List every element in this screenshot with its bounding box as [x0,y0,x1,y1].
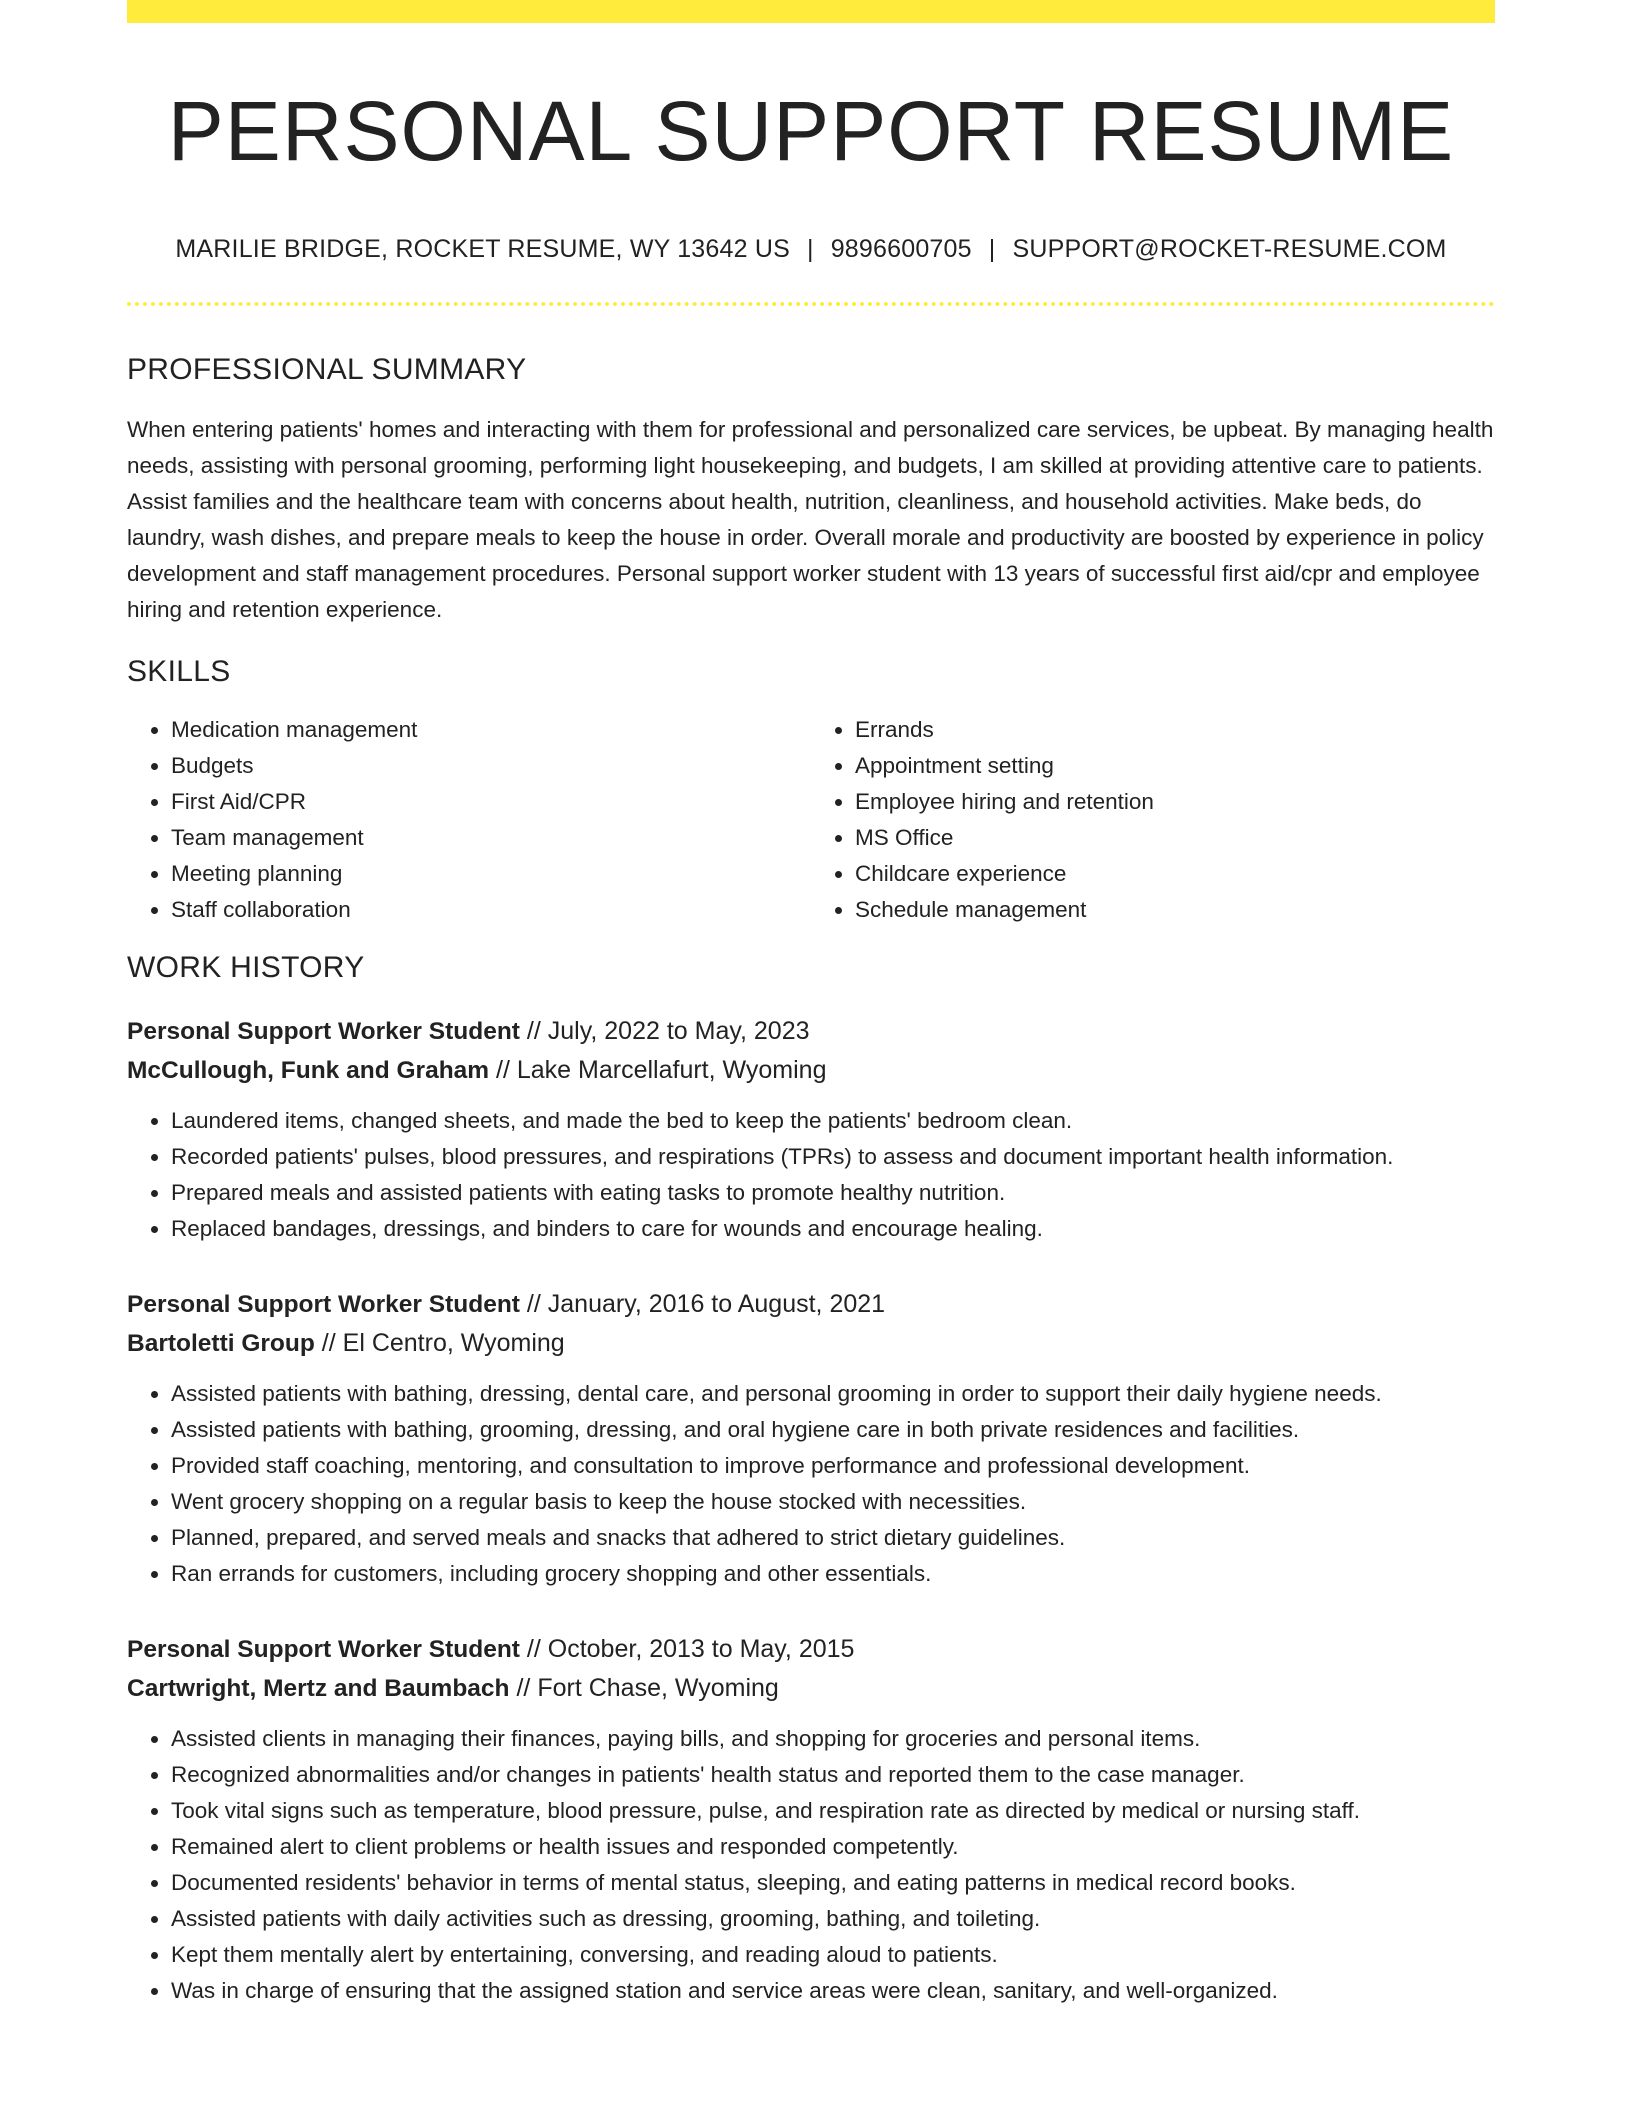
job-bullet: • Assisted clients in managing their finances, paying bills, and shopping for groceries and personal items. [171,1721,1495,1757]
job-company: Bartoletti Group [127,1330,315,1358]
skill-item: • Employee hiring and retention [855,784,1495,820]
job-location: El Centro, Wyoming [342,1329,565,1358]
resume-page [127,0,1495,2009]
contact-separator: | [988,235,996,264]
skills-column-right [811,712,1495,928]
job-entry [127,1630,1495,2009]
job-divider: // [509,1674,538,1703]
skill-item: • MS Office [855,820,1495,856]
job-bullet: • Provided staff coaching, mentoring, and consultation to improve performance and professional development. [171,1448,1495,1484]
job-bullet: • Recorded patients' pulses, blood pressures, and respirations (TPRs) to assess and document important health information. [171,1139,1495,1175]
job-bullet: • Recognized abnormalities and/or changes in patients' health status and reported them to the case manager. [171,1757,1495,1793]
job-bullet: • Assisted patients with daily activities such as dressing, grooming, bathing, and toileting. [171,1901,1495,1937]
job-bullet: • Assisted patients with bathing, dressing, dental care, and personal grooming in order to support their daily hygiene needs. [171,1376,1495,1412]
skill-item: • Team management [171,820,811,856]
job-bullets [127,1376,1495,1592]
work-history-heading: WORK HISTORY [127,951,365,985]
resume-title: PERSONAL SUPPORT RESUME [167,84,1455,178]
job-entry [127,1012,1495,1247]
job-bullet: • Prepared meals and assisted patients with eating tasks to promote healthy nutrition. [171,1175,1495,1211]
job-location: Fort Chase, Wyoming [537,1674,779,1703]
contact-phone: 9896600705 [830,235,972,264]
skill-item: • Errands [855,712,1495,748]
job-divider: // [519,1017,548,1046]
job-bullet: • Was in charge of ensuring that the assigned station and service areas were clean, sanitary, and well-organized. [171,1973,1495,2009]
job-bullet: • Took vital signs such as temperature, blood pressure, pulse, and respiration rate as directed by medical or nursing staff. [171,1793,1495,1829]
job-bullet: • Ran errands for customers, including grocery shopping and other essentials. [171,1556,1495,1592]
skills-list [127,712,1495,928]
job-company: Cartwright, Mertz and Baumbach [127,1675,510,1703]
summary-heading: PROFESSIONAL SUMMARY [127,353,527,387]
job-bullet: • Went grocery shopping on a regular basis to keep the house stocked with necessities. [171,1484,1495,1520]
skill-item: • Appointment setting [855,748,1495,784]
skill-item: • Staff collaboration [171,892,811,928]
job-company-line [127,1324,1495,1363]
skill-item: • Meeting planning [171,856,811,892]
job-bullets [127,1721,1495,2009]
job-dates: January, 2016 to August, 2021 [547,1290,886,1319]
job-divider: // [519,1635,548,1664]
skill-item: • Medication management [171,712,811,748]
job-title: Personal Support Worker Student [127,1018,520,1046]
skill-item: • Childcare experience [855,856,1495,892]
job-bullet: • Kept them mentally alert by entertaining, conversing, and reading aloud to patients. [171,1937,1495,1973]
top-accent-bar [127,0,1495,23]
job-title: Personal Support Worker Student [127,1636,520,1664]
job-dates: October, 2013 to May, 2015 [547,1635,855,1664]
contact-email: SUPPORT@ROCKET-RESUME.COM [1012,235,1447,264]
job-title-line [127,1285,1495,1324]
job-title-line [127,1012,1495,1051]
job-title-line [127,1630,1495,1669]
job-bullet: • Assisted patients with bathing, grooming, dressing, and oral hygiene care in both private residences and facilities. [171,1412,1495,1448]
job-company: McCullough, Funk and Graham [127,1057,490,1085]
job-bullets [127,1103,1495,1247]
job-dates: July, 2022 to May, 2023 [547,1017,810,1046]
contact-line [127,235,1495,264]
job-company-line [127,1051,1495,1090]
job-divider: // [519,1290,548,1319]
job-divider: // [314,1329,343,1358]
job-title: Personal Support Worker Student [127,1291,520,1319]
skill-item: • Budgets [171,748,811,784]
contact-address: MARILIE BRIDGE, ROCKET RESUME, WY 13642 US [175,235,790,264]
skills-column-left [127,712,811,928]
summary-text: When entering patients' homes and interacting with them for professional and personalized care services, be upbeat. By managing health needs, assisting with personal grooming, performing light housekeeping, and budgets, I am skilled at providing attentive care to patients. Assist families and the healthcare team with concerns about health, nutrition, cleanliness, and household activities. Make beds, do laundry, wash dishes, and prepare meals to keep the house in order. Overall morale and productivity are boosted by experience in policy development and staff management procedures. Personal support worker student with 13 years of successful first aid/cpr and employee hiring and retention experience. [127,417,1494,623]
job-bullet: • Documented residents' behavior in terms of mental status, sleeping, and eating patterns in medical record books. [171,1865,1495,1901]
job-bullet: • Laundered items, changed sheets, and made the bed to keep the patients' bedroom clean. [171,1103,1495,1139]
skill-item: • First Aid/CPR [171,784,811,820]
job-bullet: • Remained alert to client problems or health issues and responded competently. [171,1829,1495,1865]
dotted-divider [127,302,1495,306]
skill-item: • Schedule management [855,892,1495,928]
job-company-line [127,1669,1495,1708]
job-bullet: • Replaced bandages, dressings, and binders to care for wounds and encourage healing. [171,1211,1495,1247]
skills-heading: SKILLS [127,655,231,689]
contact-separator: | [807,235,814,264]
job-bullet: • Planned, prepared, and served meals and snacks that adhered to strict dietary guidelines. [171,1520,1495,1556]
job-location: Lake Marcellafurt, Wyoming [516,1056,827,1085]
job-entry [127,1285,1495,1592]
job-divider: // [489,1056,517,1085]
